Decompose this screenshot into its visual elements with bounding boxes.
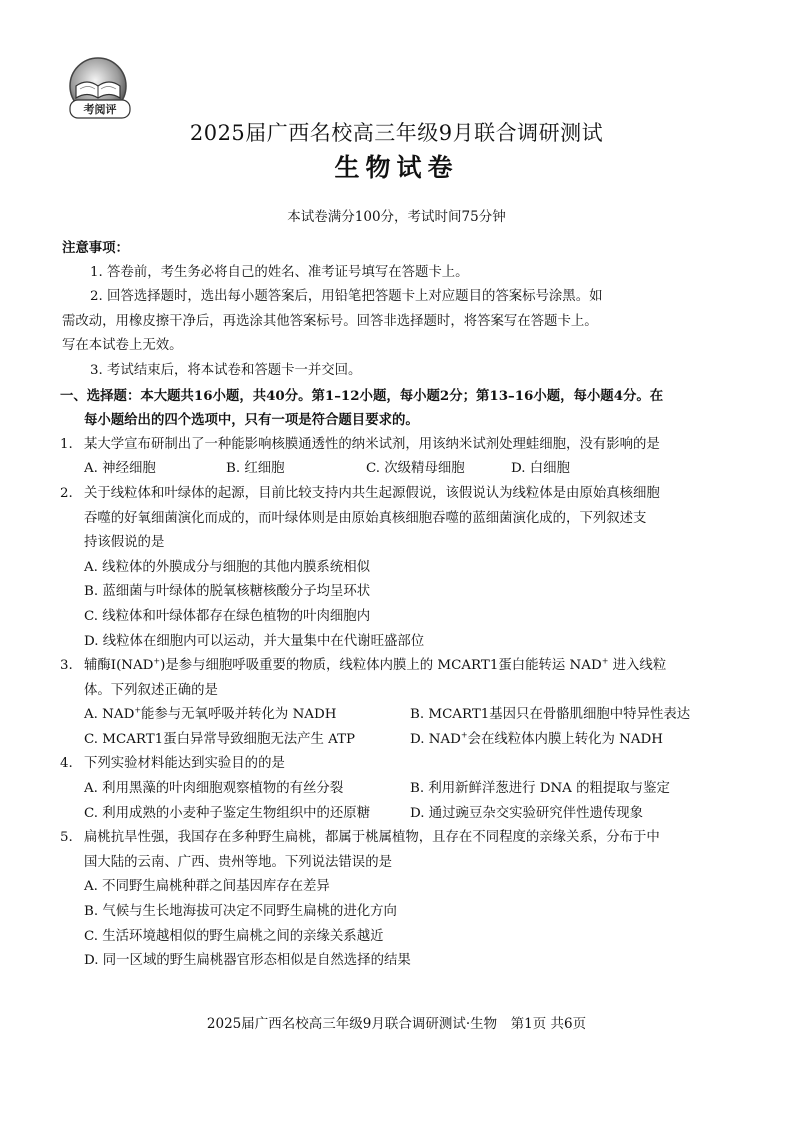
question-number: 2. (60, 485, 73, 501)
question-stem: 关于线粒体和叶绿体的起源，目前比较支持内共生起源假说，该假说认为线粒体是由原始真核细胞 (84, 485, 660, 501)
option-d: D. 同一区域的野生扁桃器官形态相似是自然选择的结果 (84, 953, 411, 969)
option-a: A. 线粒体的外膜成分与细胞的其他内膜系统相似 (84, 559, 370, 575)
option-d: D. 白细胞 (511, 461, 570, 477)
exam-title: 2025届广西名校高三年级9月联合调研测试 (189, 121, 604, 145)
subject-title: 生物试卷 (334, 153, 459, 182)
question-number: 5. (60, 830, 73, 846)
question-stem: 辅酶Ⅰ(NAD+)是参与细胞呼吸重要的物质，线粒体内膜上的 MCART1蛋白能转运 NAD+ 进入线粒 (84, 656, 667, 674)
question-stem: 扁桃抗旱性强，我国存在多种野生扁桃，都属于桃属植物，且存在不同程度的亲缘关系，分布于中 (84, 830, 660, 846)
exam-info: 本试卷满分100分，考试时间75分钟 (287, 209, 506, 225)
question-4-options-row1 (62, 777, 732, 802)
question-stem: 持该假说的是 (84, 535, 165, 551)
question-number: 3. (60, 658, 73, 674)
question-4 (62, 752, 732, 777)
option-a: A. NAD+能参与无氧呼吸并转化为 NADH (84, 705, 337, 723)
option-a: A. 利用黑藻的叶肉细胞观察植物的有丝分裂 (84, 781, 344, 797)
question-number: 4. (60, 756, 73, 772)
option-d: D. NAD+会在线粒体内膜上转化为 NADH (410, 730, 663, 747)
option-b: B. 利用新鲜洋葱进行 DNA 的粗提取与鉴定 (410, 781, 670, 797)
option-c: C. 次级精母细胞 (366, 461, 465, 477)
question-number: 1. (60, 436, 73, 452)
publisher-logo (62, 56, 138, 122)
question-stem: 吞噬的好氧细菌演化而成的，而叶绿体则是由原始真核细胞吞噬的蓝细菌演化成的，下列叙述支 (84, 510, 647, 526)
option-c: C. MCART1蛋白异常导致细胞无法产生 ATP (84, 731, 356, 747)
option-b: B. 红细胞 (226, 461, 285, 477)
option-d: D. 通过豌豆杂交实验研究伴性遗传现象 (410, 805, 644, 821)
question-stem: 某大学宣布研制出了一种能影响核膜通透性的纳米试剂，用该纳米试剂处理蛙细胞，没有影响的是 (84, 436, 660, 452)
page-footer: 2025届广西名校高三年级9月联合调研测试·生物 第1页 共6页 (206, 1016, 587, 1032)
note-item-continuation: 写在本试卷上无效。 (62, 338, 183, 354)
section-heading: 一、选择题：本大题共16小题，共40分。第1–12小题，每小题2分；第13–16小题，每小题4分。在 (60, 387, 664, 404)
note-item: 3. 考试结束后，将本试卷和答题卡一并交回。 (90, 362, 362, 378)
option-c: C. 线粒体和叶绿体都存在绿色植物的叶肉细胞内 (84, 608, 371, 624)
question-stem: 下列实验材料能达到实验目的的是 (84, 756, 285, 772)
option-c: C. 利用成熟的小麦种子鉴定生物组织中的还原糖 (84, 805, 371, 821)
question-stem: 体。下列叙述正确的是 (84, 682, 218, 698)
question-3 (62, 654, 732, 703)
option-b: B. 蓝细菌与叶绿体的脱氧核糖核酸分子均呈环状 (84, 584, 371, 600)
option-a: A. 不同野生扁桃种群之间基因库存在差异 (84, 879, 330, 895)
question-2 (62, 482, 732, 556)
option-d: D. 线粒体在细胞内可以运动，并大量集中在代谢旺盛部位 (84, 633, 425, 649)
option-b: B. 气候与生长地海拔可决定不同野生扁桃的进化方向 (84, 904, 397, 920)
question-3-options-row2 (62, 728, 732, 753)
option-b: B. MCART1基因只在骨骼肌细胞中特异性表达 (410, 707, 691, 723)
note-item-continuation: 需改动，用橡皮擦干净后，再选涂其他答案标号。回答非选择题时，将答案写在答题卡上。 (62, 313, 598, 329)
svg-text:考阅评: 考阅评 (83, 103, 117, 116)
option-a: A. 神经细胞 (84, 461, 156, 477)
question-5 (62, 826, 732, 875)
option-c: C. 生活环境越相似的野生扁桃之间的亲缘关系越近 (84, 928, 384, 944)
question-1-options (62, 457, 732, 482)
notes-heading: 注意事项： (62, 240, 129, 256)
note-item: 1. 答卷前，考生务必将自己的姓名、准考证号填写在答题卡上。 (90, 264, 469, 280)
section-heading-continuation: 每小题给出的四个选项中，只有一项是符合题目要求的。 (84, 412, 419, 429)
page-content (62, 236, 732, 974)
question-3-options-row1 (62, 703, 732, 728)
book-emblem-icon (62, 56, 138, 122)
question-4-options-row2 (62, 802, 732, 827)
question-1 (62, 433, 732, 458)
note-item: 2. 回答选择题时，选出每小题答案后，用铅笔把答题卡上对应题目的答案标号涂黑。如 (90, 289, 603, 305)
question-stem: 国大陆的云南、广西、贵州等地。下列说法错误的是 (84, 854, 392, 870)
